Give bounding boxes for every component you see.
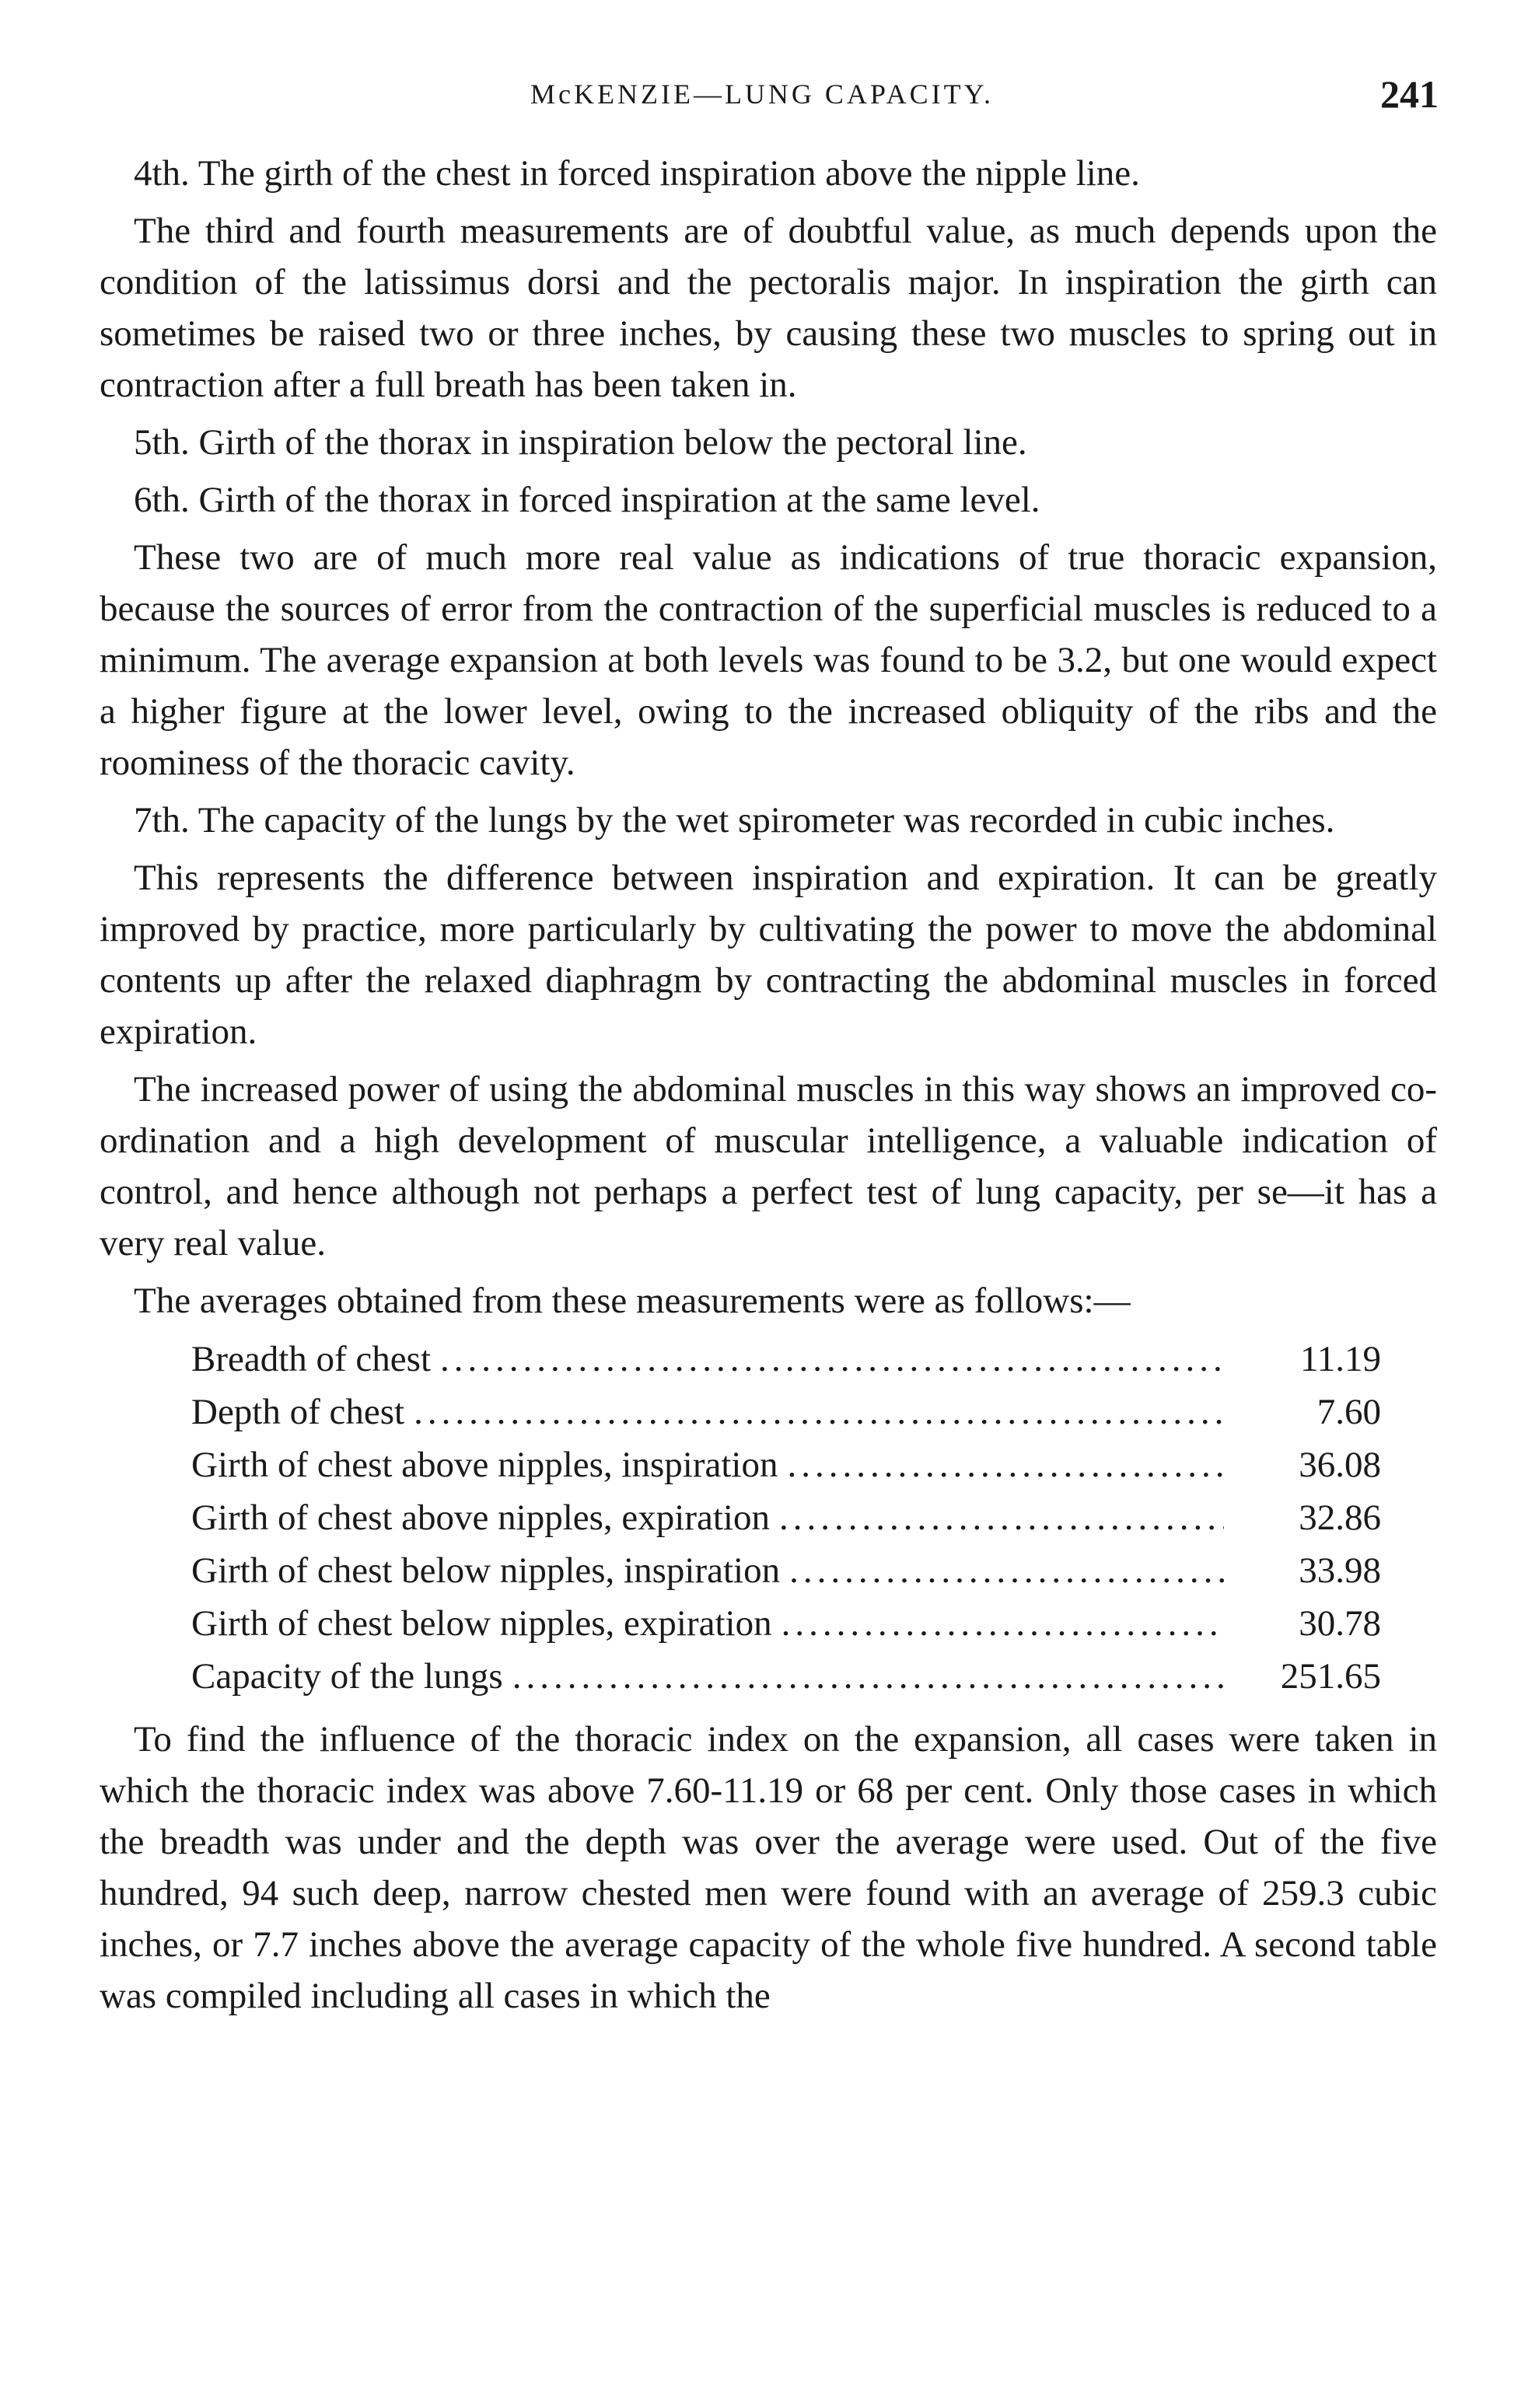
table-row <box>191 1333 1381 1386</box>
paragraph-thoracic-index: To find the influence of the thoracic index on the expansion, all cases were taken in which the thoracic index was above 7.60-11.19 or 68 per cent. Only those cases in which the breadth was under and the depth was over the average were used. Out of the five hundred, 94 such deep, narrow chested men were found with an average of 259.3 cubic inches, or 7.7 inches above the average capacity of the whole five hundred. A second table was compiled including all cases in which the <box>100 1719 1437 2016</box>
average-label: Girth of chest below nipples, inspiration <box>191 1550 781 1591</box>
table-row <box>191 1438 1381 1491</box>
paragraph-4th-measurement: 4th. The girth of the chest in forced inspiration above the nipple line. <box>134 153 1140 194</box>
dot-leader <box>414 1386 1224 1438</box>
average-label: Depth of chest <box>191 1392 405 1432</box>
average-label: Capacity of the lungs <box>191 1656 503 1697</box>
dot-leader <box>440 1333 1224 1386</box>
average-value: 30.78 <box>1299 1603 1381 1644</box>
average-value: 11.19 <box>1299 1339 1381 1379</box>
average-value: 33.98 <box>1299 1550 1381 1591</box>
dot-leader <box>787 1438 1224 1491</box>
page-number: 241 <box>1380 72 1439 116</box>
paragraph-6th-measurement: 6th. Girth of the thorax in forced inspiration at the same level. <box>134 480 1040 520</box>
paragraph-averages-intro: The averages obtained from these measurements were as follows:— <box>134 1281 1131 1321</box>
table-row <box>191 1386 1381 1438</box>
table-row <box>191 1597 1381 1650</box>
average-label: Breadth of chest <box>191 1339 432 1379</box>
table-row <box>191 1650 1381 1703</box>
table-row <box>191 1544 1381 1597</box>
dot-leader <box>781 1597 1224 1650</box>
dot-leader <box>512 1650 1224 1703</box>
averages-table <box>191 1333 1381 1703</box>
average-label: Girth of chest above nipples, expiration <box>191 1498 770 1538</box>
paragraph-7th-measurement: 7th. The capacity of the lungs by the wet spirometer was recorded in cubic inches. <box>134 800 1335 841</box>
dot-leader <box>779 1491 1224 1544</box>
running-header <box>101 72 1439 126</box>
average-value: 36.08 <box>1299 1445 1381 1485</box>
average-value: 32.86 <box>1299 1498 1381 1538</box>
table-row <box>191 1491 1381 1544</box>
paragraph-doubtful-value: The third and fourth measurements are of doubtful value, as much depends upon the condition of the latissimus dorsi and the pectoralis major. In inspiration the girth can sometimes be raised two or three inches, by causing these two muscles to spring out in contraction after a full breath has been taken in. <box>100 211 1437 405</box>
body-text <box>100 148 1437 2028</box>
paragraph-5th-measurement: 5th. Girth of the thorax in inspiration below the pectoral line. <box>134 422 1027 463</box>
paragraph-inspiration-expiration: This represents the difference between inspiration and expiration. It can be greatly improved by practice, more particularly by cultivating the power to move the abdominal contents up after the relaxed diaphragm by contracting the abdominal muscles in forced expiration. <box>100 858 1437 1052</box>
dot-leader <box>789 1544 1224 1597</box>
average-value: 7.60 <box>1316 1392 1381 1432</box>
paragraph-thoracic-expansion: These two are of much more real value as indications of true thoracic expansion, because the sources of error from the contraction of the superficial muscles is reduced to a minimum. The average expansion at both levels was found to be 3.2, but one would expect a higher figure at the lower level, owing to the increased obliquity of the ribs and the roominess of the thoracic cavity. <box>100 537 1437 783</box>
average-value: 251.65 <box>1280 1656 1381 1697</box>
running-title: McKENZIE—LUNG CAPACITY. <box>530 79 994 110</box>
paragraph-abdominal-muscles: The increased power of using the abdominal muscles in this way shows an improved co-ordination and a high development of muscular intelligence, a valuable indication of control, and hence although not perhaps a perfect test of lung capacity, per se—it has a very real value. <box>100 1069 1437 1263</box>
average-label: Girth of chest above nipples, inspiration <box>191 1445 778 1485</box>
average-label: Girth of chest below nipples, expiration <box>191 1603 772 1644</box>
